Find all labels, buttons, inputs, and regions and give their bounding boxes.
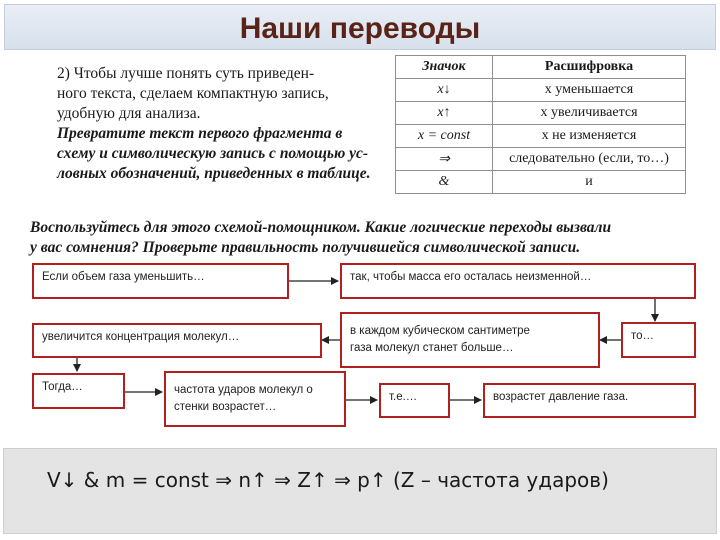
flow-box-text: возрастет давление газа. [493, 391, 629, 403]
legend-meaning: x не изменяется [493, 125, 686, 148]
flow-box-cubic-cm [340, 312, 600, 368]
flow-box-text: Если объем газа уменьшить… [42, 271, 205, 283]
flow-box-text: газа молекул станет больше… [350, 342, 514, 354]
legend-meaning: x уменьшается [493, 79, 686, 102]
flow-box-text: то… [631, 330, 655, 342]
flow-box-text: Тогда… [42, 381, 83, 393]
flow-box-text: т.е.… [389, 391, 418, 403]
legend-meaning: следовательно (если, то…) [493, 148, 686, 171]
paragraph-line: схему и символическую запись с помощью ус- [57, 145, 369, 162]
legend-symbol: x = const [396, 125, 493, 148]
paragraph-line: 2) Чтобы лучше понять суть приведен- [57, 65, 315, 82]
legend-meaning: и [493, 171, 686, 194]
flow-box-volume [32, 263, 289, 299]
legend-symbol: ⇒ [396, 148, 493, 171]
flow-box-impact-frequency [164, 371, 346, 427]
legend-header-meaning: Расшифровка [493, 56, 686, 79]
flow-box-text: так, чтобы масса его осталась неизменной… [350, 271, 592, 283]
paragraph-line: Превратите текст первого фрагмента в [57, 125, 343, 142]
flow-box-then-2 [32, 373, 125, 409]
paragraph-line: ного текста, сделаем компактную запись, [57, 85, 329, 102]
flow-box-text: в каждом кубическом сантиметре [350, 325, 530, 337]
legend-symbol: x↑ [396, 102, 493, 125]
legend-header-symbol: Значок [396, 56, 493, 79]
paragraph-line: ловных обозначений, приведенных в таблице. [57, 165, 371, 182]
legend-symbol: x↓ [396, 79, 493, 102]
symbolic-formula: V↓ & m = const ⇒ n↑ ⇒ Z↑ ⇒ p↑ (Z – частота ударов) [47, 468, 609, 492]
paragraph-line: у вас сомнения? Проверьте правильность получившейся символической записи. [30, 239, 581, 256]
paragraph-line: Воспользуйтесь для этого схемой-помощником. Какие логические переходы вызвали [30, 219, 612, 236]
paragraph-line: удобную для анализа. [57, 105, 201, 122]
legend-symbol: & [396, 171, 493, 194]
flow-box-mass [340, 263, 696, 299]
flow-box-concentration [32, 323, 322, 358]
flow-box-then [621, 322, 696, 358]
flow-box-ie [379, 383, 450, 418]
legend-meaning: x увеличивается [493, 102, 686, 125]
flow-box-text: стенки возрастет… [174, 401, 277, 413]
flow-box-text: увеличится концентрация молекул… [42, 331, 240, 343]
flow-box-pressure [483, 383, 696, 418]
flow-box-text: частота ударов молекул о [174, 384, 313, 396]
page-title: Наши переводы [239, 12, 481, 45]
